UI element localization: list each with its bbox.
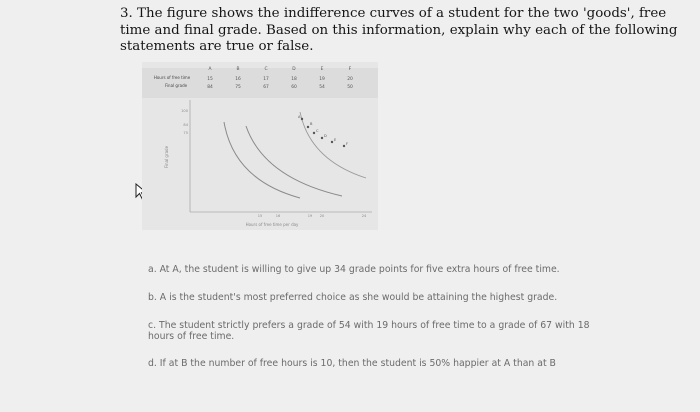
table-col-grade: 50 [347, 85, 353, 90]
statement-a: a. At A, the student is willing to give up 34 grade points for five extra hours of free time. [148, 264, 560, 275]
point-B [307, 126, 309, 128]
y-tick-label: 100 [181, 109, 188, 113]
indifference-curve-1 [224, 122, 300, 198]
table-col-letter: E [320, 67, 324, 72]
x-axis-label: Hours of free time per day [245, 222, 299, 227]
point-A [301, 118, 303, 120]
statement-c: c. The student strictly prefers a grade of 54 with 19 hours of free time to a grade of 67 with 18 hours of free time. [148, 320, 590, 342]
x-tick-label: 24 [361, 214, 367, 218]
indifference-curve-figure [142, 62, 378, 230]
point-label-C: C [316, 129, 319, 133]
point-D [321, 137, 323, 139]
table-col-hours: 15 [207, 77, 213, 82]
x-tick-label: 19 [307, 214, 313, 218]
table-col-grade: 54 [319, 85, 325, 90]
table-col-grade: 60 [291, 85, 297, 90]
point-label-B: B [310, 122, 313, 126]
table-col-letter: F [348, 67, 352, 72]
statement-b: b. A is the student's most preferred choice as she would be attaining the highest grade. [148, 292, 558, 303]
table-col-letter: D [292, 67, 296, 72]
table-col-grade: 67 [263, 85, 269, 90]
table-row-label-hours: Hours of free time [153, 75, 191, 80]
point-label-D: D [324, 134, 327, 138]
x-tick-label: 15 [257, 214, 263, 218]
x-tick-label: 16 [275, 214, 281, 218]
point-label-E: E [334, 138, 337, 142]
table-col-letter: A [208, 67, 212, 72]
table-col-letter: C [264, 67, 268, 72]
question-text: 3. The figure shows the indifference curves of a student for the two 'goods', free time and final grade. Based on this information, explain why each of the following statements are true or false. [120, 6, 678, 54]
indifference-curve-2 [246, 126, 342, 196]
table-col-hours: 16 [235, 77, 241, 82]
point-E [331, 141, 333, 143]
y-tick-label: 75 [183, 131, 188, 135]
table-col-grade: 84 [207, 85, 213, 90]
table-col-hours: 18 [291, 77, 297, 82]
table-col-hours: 20 [347, 77, 353, 82]
statement-d: d. If at B the number of free hours is 10, then the student is 50% happier at A than at B [148, 358, 556, 369]
x-tick-label: 20 [319, 214, 325, 218]
point-F [343, 145, 345, 147]
table-col-letter: B [236, 67, 240, 72]
point-C [313, 132, 315, 134]
table-row-label-grade: Final grade [164, 83, 188, 88]
y-tick-label: 84 [183, 123, 188, 127]
point-label-A: A [298, 115, 301, 119]
table-col-hours: 19 [319, 77, 325, 82]
table-col-grade: 75 [235, 85, 241, 90]
table-col-hours: 17 [263, 77, 269, 82]
point-label-F: F [346, 142, 349, 146]
y-axis-label: Final grade [164, 145, 169, 169]
